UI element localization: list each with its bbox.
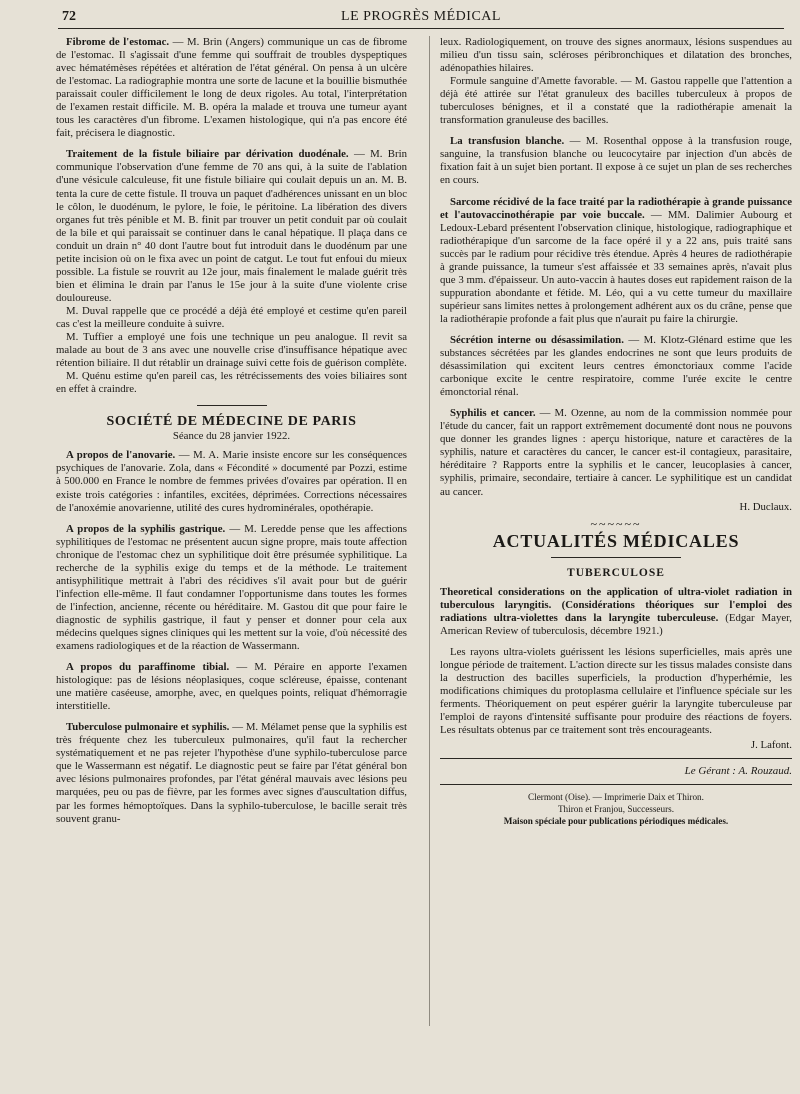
paragraph: A propos du paraffinome tibial. — M. Péraire en apporte l'examen histologique: pas de lésions néoplasiques, coque scléreuse, épaisse, contenant une matière caséeuse, amorphe, avec, en quelques points, reliquat d'hémorragie interstitielle. (56, 661, 407, 713)
paragraph: Sarcome récidivé de la face traité par la radiothérapie à grande puissance et l'autovaccinothérapie par voie buccale. — MM. Dalimier Aubourg et Ledoux-Lebard présentent l'observation clinique, histologique, radiographique et radiothérapique d'un sarcome de la face opéré il y a 22 ans, puis traité sans succès par le radium pour récidive très étendue. Après 4 heures de radiothérapie à grande puissance, la tumeur s'est affaissée et 33 semaines après, n'avait plus que 3 mm. d'épaisseur. Un auto-vaccin à hautes doses eut rapidement raison de la suppuration abondante et fétide. M. Léo, qui a vu cette tumeur du maxillaire supérieur sans limites nettes à prolongement adhérent aux os du crâne, pense que la radiothérapie profonde a fait plus que n'aurait pu faire la chirurgie. (440, 195, 792, 325)
paragraph: M. Duval rappelle que ce procédé a déjà été employé et cestime qu'en pareil cas c'est la meilleure conduite à suivre. (56, 304, 407, 330)
paragraph: La transfusion blanche. — M. Rosenthal oppose à la transfusion rouge, sanguine, la transfusion blanche ou leucocytaire par injection d'un abcès de fixation fait à un sujet bien portant. Il expose à ce sujet un plan de ses recherches en cours. (440, 135, 792, 187)
page-header (58, 6, 784, 29)
paragraph: M. Tuffier a employé une fois une technique un peu analogue. Il revit sa malade au bout de 3 ans avec une nouvelle crise d'insuffisance hépatique avec rétention biliaire. Il dut rétablir un drainage suivi cette fois de guérison complète. (56, 331, 407, 370)
right-column (440, 36, 792, 827)
paragraph: Tuberculose pulmonaire et syphilis. — M. Mélamet pense que la syphilis est très fréquente chez les tuberculeux pulmonaires, qu'il faut la rechercher systématiquement et ne pas rejeter l'hypothèse d'une syphilo-tuberculose parce que le Wassermann est négatif. Le diagnostic peut se faire par l'état général bon avec lésions pulmonaires profondes, par l'état général mauvais avec lésions peu marquées, peu ou pas de fièvre, par les formes avec signes d'auscultation diffus, par les formes hémoptoïques. Dans la syphilo-tuberculose, le bacille serait très souvent granu- (56, 721, 407, 825)
paragraph: Sécrétion interne ou désassimilation. — M. Klotz-Glénard estime que les substances sécrétées par les glandes endocrines ne sont que leurs produits de désassimilation qui excitent leurs centres émonctoriaux comme l'acide carbonique excite le centre respiratoire, comme l'urée excite le centre émonctorial rénal. (440, 333, 792, 399)
left-column (56, 36, 407, 826)
signature: H. Duclaux. (739, 500, 792, 513)
paragraph: Traitement de la fistule biliaire par dérivation duodénale. — M. Brin communique l'observation d'une femme de 70 ans qui, à la suite de l'ablation d'une vésicule calculeuse, fit une fistule biliaire qui coulait depuis un an. M. B. tenta la cure de cette fistule. Il trouva un paquet d'adhérences unissant en un bloc le côlon, le duodénum, le pylore, le foie, le péritoine. La libération des divers organes fut très pénible et M. B. finit par trouver un petit conduit par où coulait de la bile et qui paraissait se continuer dans le canal hépatique. Il plaça dans ce conduit un drain n° 40 dont l'autre bout fut introduit dans le duodénum par une petite incision où on le fixa avec un point de catgut. Le tout fut enfoui du mieux possible. La fistule se rouvrit au 12e jour, mais finalement le malade guérit très bien et élimina le drain par l'anus le 15e jour à la suite d'une violente crise douloureuse. (56, 148, 408, 304)
paragraph: Les rayons ultra-violets guérissent les lésions superficielles, mais après une longue période de traitement. L'action directe sur les tissus malades consiste dans la destruction des bacilles superficiels, la production d'hyperhémie, les modifications chimiques du protoplasma cellulaire et l'influence spéciale sur les ferments. Théoriquement on peut espérer guérir la laryngite tuberculeuse par l'emploi de rayons d'intensité suffisante pour produire des réactions de foyers. Les résultats obtenus par ce traitement sont très encourageants. (440, 645, 792, 737)
article-title: Theoretical considerations on the application of ultra-violet radiation in tuberculous laryngitis. (Considérations théoriques sur l'emploi des radiations ultra-violettes dans la laryngite tuberculeuse. (Edgar Mayer, American Review of tuberculosis, décembre 1921.) (440, 585, 793, 637)
imprint-line: Maison spéciale pour publications périodiques médicales. (503, 816, 729, 827)
subsection-title: TUBERCULOSE (567, 566, 665, 579)
section-title: ACTUALITÉS MÉDICALES (492, 530, 740, 551)
paragraph: Formule sanguine d'Amette favorable. — M. Gastou rappelle que l'attention a déjà été attirée sur l'état granuleux des bacilles tuberculeux à propos de tuberculoses bénignes, et il a constaté que la radiothérapie amenait la transformation granuleuse des bacilles. (440, 75, 792, 127)
page-number: 72 (62, 9, 76, 24)
footer-rule (440, 758, 792, 759)
section-date: Séance du 28 janvier 1922. (172, 430, 291, 443)
paragraph: Fibrome de l'estomac. — M. Brin (Angers) communique un cas de fibrome de l'estomac. Il s'agissait d'une femme qui souffrait de troubles dyspeptiques avec hématémèses répétées et altération de l'état général. On pensa à un ulcère de l'estomac. La radiographie montra une sorte de lacune et la bouillie bismuthée paraissait couler difficilement le long de deux rigoles. Au total, l'interprétation de l'examen restait difficile. M. B. opéra la malade et trouva une tumeur ayant tous les caractères d'un fibrome. L'examen histologique, qui n'a pas encore été fait, précisera le diagnostic. (56, 36, 407, 140)
paragraph: leux. Radiologiquement, on trouve des signes anormaux, lésions suspendues au milieu d'un tissu sain, scléroses péribronchiques et dilatation des bronches, adénopathies hilaires. (440, 36, 792, 75)
section-title: SOCIÉTÉ DE MÉDECINE DE PARIS (106, 414, 357, 430)
section-rule (197, 405, 267, 406)
imprint-line: Thiron et Franjou, Successeurs. (557, 804, 675, 815)
footer-rule (440, 784, 792, 785)
signature: J. Lafont. (750, 739, 792, 752)
paragraph: M. Quénu estime qu'en pareil cas, les rétrécissements des voies biliaires sont en effet à craindre. (56, 370, 407, 396)
journal-title: LE PROGRÈS MÉDICAL (341, 9, 501, 24)
paragraph: A propos de l'anovarie. — M. A. Marie insiste encore sur les conséquences psychiques de l'anovarie. Zola, dans « Fécondité » documenté par Pozzi, estime à 500.000 en France le nombre de femmes privées d'ovaires par opération. Il en existe trois catégories : infantiles, excitées, déprimées. Corrections nécessaires de l'anoxémie anovarienne, utilité des cures hydrominérales, opothérapie. (56, 449, 407, 514)
imprint-line: Clermont (Oise). — Imprimerie Daix et Thiron. (528, 792, 704, 803)
ornament: ~~~~~~ (590, 516, 642, 531)
paragraph: A propos de la syphilis gastrique. — M. Leredde pense que les affections syphilitiques de l'estomac ne présentent aucun signe propre, mais toute affection chronique de l'estomac chez un syphilitique doit être présumée syphilitique. La recherche de la syphilis exige du temps et de la méthode. Le traitement antisyphilitique mettrait à l'abri des récidives s'il avait pour but de guérir l'infection elle-même. Il faut condamner l'opportunisme dans toutes les formes de l'infection, ancienne, récente ou héréditaire. M. Gastou dit que pour faire le diagnostic de syphilis gastrique, il faut y penser et donner pour cela aux médecins quelques signes cliniques qui les mettent sur la voie, d'où nécessité des examens radiologiques et de la réaction de Wassermann. (56, 522, 407, 653)
paragraph: Syphilis et cancer. — M. Ozenne, au nom de la commission nommée pour l'étude du cancer, fait un rapport extrêmement documenté dont nous ne pouvons que donner les grandes lignes : aperçu historique, nature et caractères de la syphilis, nature et caractères du cancer, le cancer est-il contagieux, parasitaire, héréditaire ? Rapports entre la syphilis et le cancer, leucoplasies à cancer, syphilis, primaire, secondaire, tertiaire à cancer. Le syphilitique est un candidat au cancer. (440, 407, 792, 498)
gerant-line: Le Gérant : A. Rouzaud. (684, 765, 792, 778)
column-divider (429, 36, 430, 1026)
section-rule (551, 557, 681, 558)
